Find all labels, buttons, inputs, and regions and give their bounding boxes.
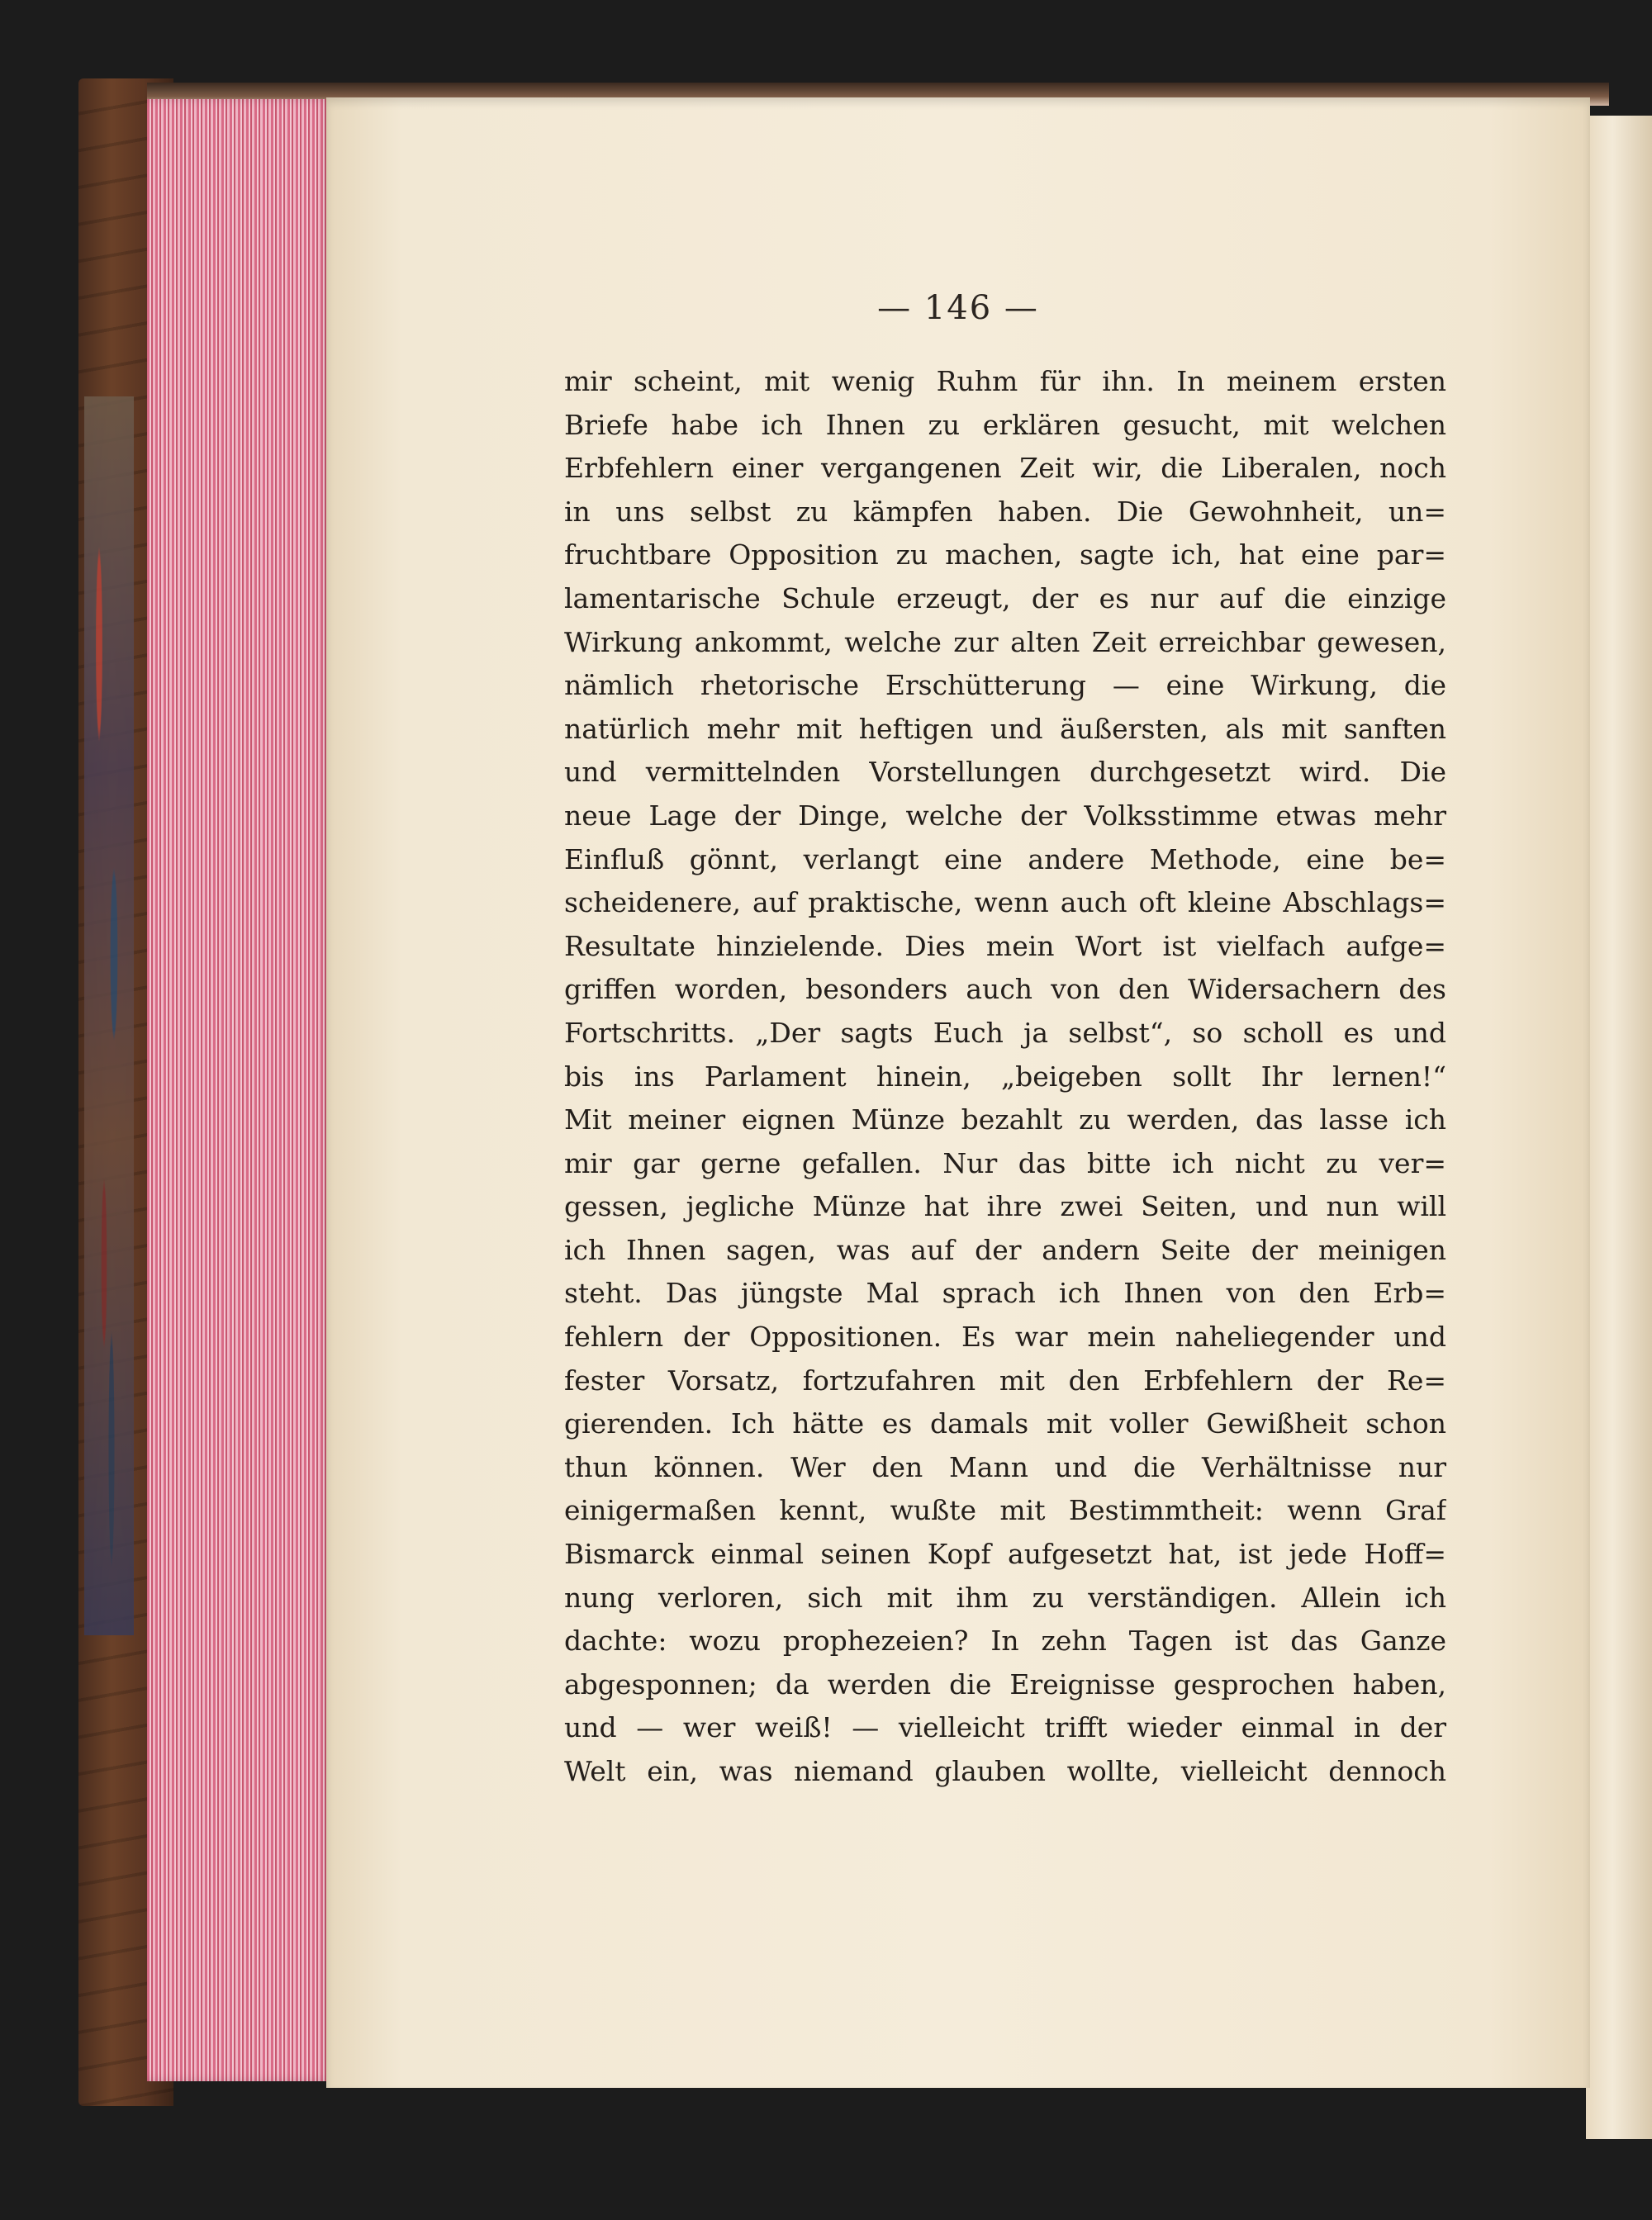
page-number: — 146 — (877, 289, 1039, 327)
text-line: Bismarck einmal seinen Kopf aufgesetzt hat, ist jede Hoff= (564, 1538, 1446, 1571)
text-line: nung verloren, sich mit ihm zu verständigen. Allein ich (564, 1581, 1446, 1614)
text-line: griffen worden, besonders auch von den Widersachern des (564, 973, 1446, 1006)
text-line: und vermittelnden Vorstellungen durchgesetzt wird. Die (564, 756, 1446, 789)
text-line: nämlich rhetorische Erschütterung — eine Wirkung, die (564, 669, 1446, 702)
text-line: natürlich mehr mit heftigen und äußersten, als mit sanften (564, 712, 1446, 745)
text-line: steht. Das jüngste Mal sprach ich Ihnen von den Erb= (564, 1277, 1446, 1310)
text-line: ich Ihnen sagen, was auf der andern Seite der meinigen (564, 1233, 1446, 1266)
text-line: Resultate hinzielende. Dies mein Wort ist vielfach aufge= (564, 929, 1446, 962)
text-line: gessen, jegliche Münze hat ihre zwei Seiten, und nun will (564, 1190, 1446, 1223)
text-line: neue Lage der Dinge, welche der Volksstimme etwas mehr (564, 799, 1446, 832)
text-line: Einfluß gönnt, verlangt eine andere Methode, eine be= (564, 842, 1446, 875)
text-line: abgesponnen; da werden die Ereignisse gesprochen haben, (564, 1667, 1446, 1701)
page-block-edges (147, 99, 333, 2081)
text-line: Erbfehlern einer vergangenen Zeit wir, die Liberalen, noch (564, 452, 1446, 485)
text-line: Welt ein, was niemand glauben wollte, vielleicht dennoch (564, 1755, 1446, 1787)
text-line: scheidenere, auf praktische, wenn auch oft kleine Abschlags= (564, 886, 1446, 919)
marbled-endpaper (84, 396, 134, 1635)
text-line: mir gar gerne gefallen. Nur das bitte ich nicht zu ver= (564, 1146, 1446, 1179)
text-line: Fortschritts. „Der sagts Euch ja selbst“, so scholl es und (564, 1016, 1446, 1049)
next-leaf-edge (1586, 116, 1652, 2139)
text-line: lamentarische Schule erzeugt, der es nur auf die einzige (564, 581, 1446, 614)
book-page (326, 97, 1590, 2088)
text-line: Mit meiner eignen Münze bezahlt zu werden, das lasse ich (564, 1103, 1446, 1136)
text-line: in uns selbst zu kämpfen haben. Die Gewohnheit, un= (564, 495, 1446, 528)
text-line: thun können. Wer den Mann und die Verhältnisse nur (564, 1450, 1446, 1483)
body-text (564, 360, 1446, 1794)
text-line: dachte: wozu prophezeien? In zehn Tagen ist das Ganze (564, 1625, 1446, 1658)
text-line: fruchtbare Opposition zu machen, sagte ich, hat eine par= (564, 538, 1446, 572)
text-line: gierenden. Ich hätte es damals mit voller Gewißheit schon (564, 1407, 1446, 1440)
text-line: fehlern der Oppositionen. Es war mein naheliegender und (564, 1321, 1446, 1354)
text-line: bis ins Parlament hinein, „beigeben sollt Ihr lernen!“ (564, 1060, 1446, 1093)
text-line: fester Vorsatz, fortzufahren mit den Erbfehlern der Re= (564, 1364, 1446, 1397)
text-line: mir scheint, mit wenig Ruhm für ihn. In meinem ersten (564, 365, 1446, 397)
text-line: einigermaßen kennt, wußte mit Bestimmtheit: wenn Graf (564, 1494, 1446, 1527)
text-line: und — wer weiß! — vielleicht trifft wieder einmal in der (564, 1711, 1446, 1744)
text-line: Briefe habe ich Ihnen zu erklären gesucht, mit welchen (564, 408, 1446, 441)
text-line: Wirkung ankommt, welche zur alten Zeit erreichbar gewesen, (564, 625, 1446, 658)
